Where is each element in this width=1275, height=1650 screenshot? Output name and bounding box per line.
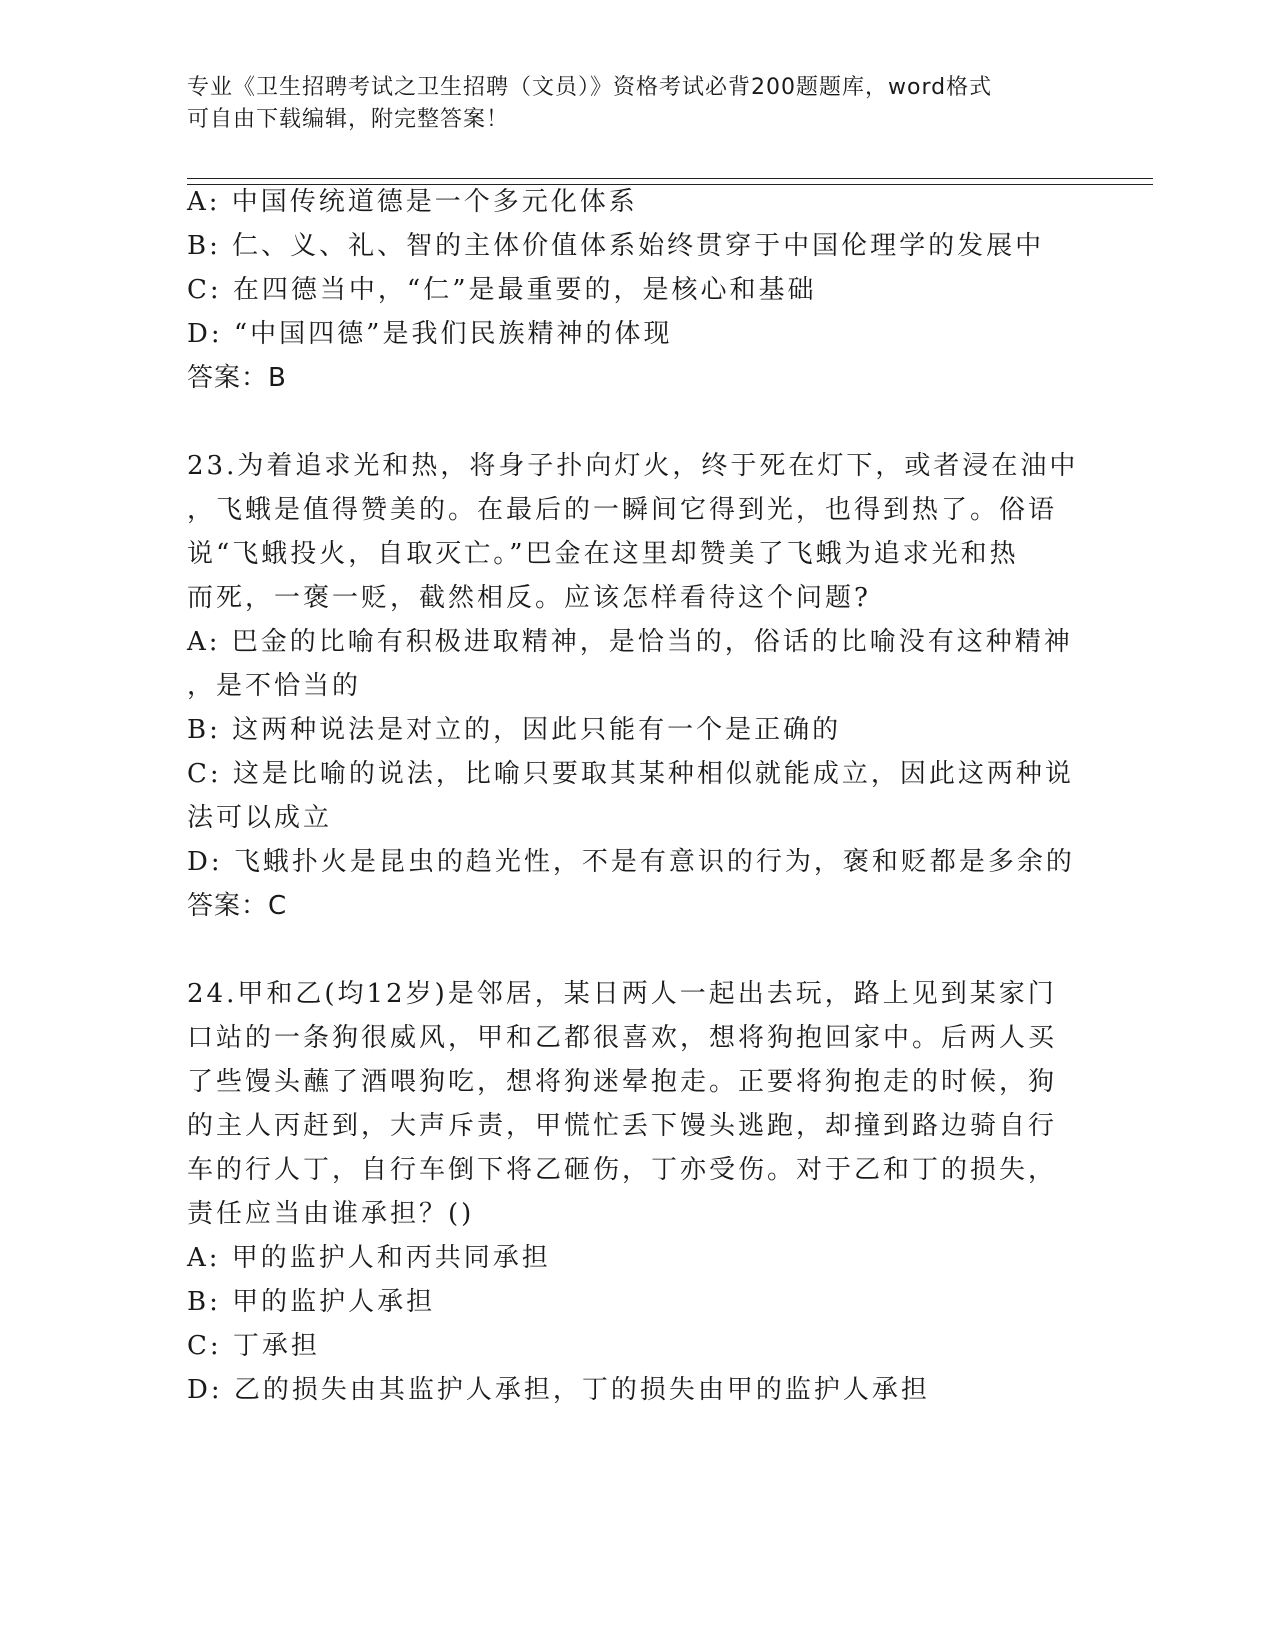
- header-rule-bottom: [187, 184, 1153, 185]
- q23-option-b: B: 这两种说法是对立的，因此只能有一个是正确的: [187, 715, 842, 745]
- q23-option-a-cont: ，是不恰当的: [187, 671, 362, 701]
- q23-option-d: D: 飞蛾扑火是昆虫的趋光性，不是有意识的行为，褒和贬都是多余的: [187, 847, 1075, 877]
- q24-option-b: B: 甲的监护人承担: [187, 1287, 436, 1317]
- q23-option-c-cont: 法可以成立: [187, 803, 333, 833]
- q22-option-a: A: 中国传统道德是一个多元化体系: [187, 187, 638, 217]
- q22-answer: 答案：B: [187, 363, 287, 393]
- header-line-1: 专业《卫生招聘考试之卫生招聘（文员）》资格考试必背200题题库，word格式: [187, 75, 993, 100]
- q23-option-c: C: 这是比喻的说法，比喻只要取其某种相似就能成立，因此这两种说: [187, 759, 1074, 789]
- q23-option-a: A: 巴金的比喻有积极进取精神，是恰当的，俗话的比喻没有这种精神: [187, 627, 1073, 657]
- q24-stem-line: 24.甲和乙(均12岁)是邻居，某日两人一起出去玩，路上见到某家门: [187, 979, 1057, 1009]
- q24-option-c: C: 丁承担: [187, 1331, 320, 1361]
- q24-option-a: A: 甲的监护人和丙共同承担: [187, 1243, 551, 1273]
- q24-stem-line: 的主人丙赶到，大声斥责，甲慌忙丢下馒头逃跑，却撞到路边骑自行: [187, 1111, 1058, 1141]
- q24-stem-line: 车的行人丁，自行车倒下将乙砸伤，丁亦受伤。对于乙和丁的损失，: [187, 1155, 1058, 1185]
- header-line-2: 可自由下载编辑，附完整答案！: [187, 107, 510, 132]
- q24-stem-line: 了些馒头蘸了酒喂狗吃，想将狗迷晕抱走。正要将狗抱走的时候，狗: [187, 1067, 1058, 1097]
- document-header: [187, 72, 1087, 136]
- q22-option-d: D: “中国四德”是我们民族精神的体现: [187, 319, 673, 349]
- header-rule-top: [187, 178, 1153, 179]
- q23-stem-line: 23.为着追求光和热，将身子扑向灯火，终于死在灯下，或者浸在油中: [187, 451, 1079, 481]
- q22-option-c: C: 在四德当中，“仁”是最重要的，是核心和基础: [187, 275, 817, 305]
- q23-answer: 答案：C: [187, 891, 288, 921]
- q23-stem-line: ，飞蛾是值得赞美的。在最后的一瞬间它得到光，也得到热了。俗语: [187, 495, 1058, 525]
- q22-option-b: B: 仁、义、礼、智的主体价值体系始终贯穿于中国伦理学的发展中: [187, 231, 1045, 261]
- q23-stem-line: 而死，一褒一贬，截然相反。应该怎样看待这个问题?: [187, 583, 871, 613]
- q23-stem-line: 说“飞蛾投火，自取灭亡。”巴金在这里却赞美了飞蛾为追求光和热: [187, 539, 1019, 569]
- q24-stem-line: 口站的一条狗很威风，甲和乙都很喜欢，想将狗抱回家中。后两人买: [187, 1023, 1058, 1053]
- q24-option-d: D: 乙的损失由其监护人承担，丁的损失由甲的监护人承担: [187, 1375, 930, 1405]
- q24-stem-line: 责任应当由谁承担？(): [187, 1199, 475, 1229]
